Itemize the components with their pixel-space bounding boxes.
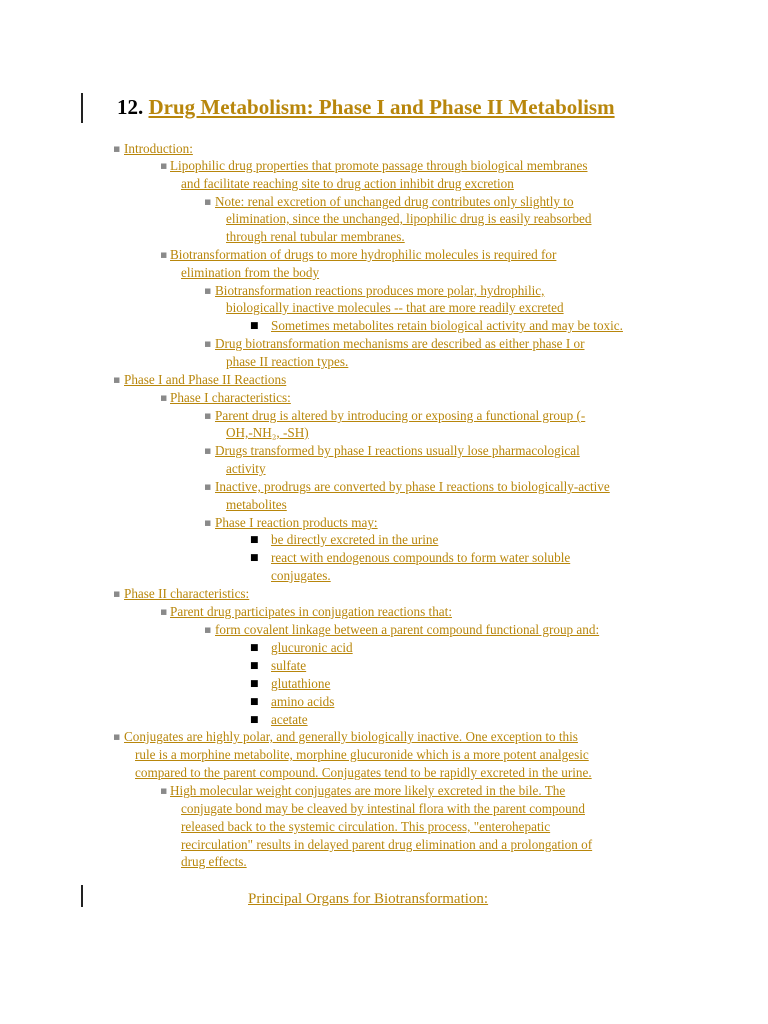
list-bullet-icon: ▪ bbox=[113, 730, 121, 743]
list-bullet-icon: ▪ bbox=[113, 142, 121, 155]
title-link[interactable]: Drug Metabolism: Phase I and Phase II Metabolism bbox=[148, 95, 615, 119]
outline-line[interactable]: Conjugates are highly polar, and generally biologically inactive. One exception to this bbox=[124, 729, 578, 744]
margin-bar-bottom bbox=[81, 885, 83, 907]
footer-heading[interactable]: Principal Organs for Biotransformation: bbox=[248, 891, 489, 907]
outline-line[interactable]: biologically inactive molecules -- that are more readily excreted bbox=[226, 300, 564, 315]
outline-line[interactable]: recirculation" results in delayed parent drug elimination and a prolongation of bbox=[181, 837, 593, 852]
list-bullet-icon: ▪ bbox=[204, 409, 212, 422]
list-bullet-icon: ▪ bbox=[204, 444, 212, 457]
outline-line[interactable]: OH,-NH₂, -SH) bbox=[226, 425, 309, 440]
outline-line[interactable]: phase II reaction types. bbox=[226, 354, 349, 369]
square-bullet-icon: ■ bbox=[250, 535, 259, 545]
outline-line[interactable]: compared to the parent compound. Conjugates tend to be rapidly excreted in the urine. bbox=[135, 765, 592, 780]
outline-line[interactable]: activity bbox=[226, 461, 266, 476]
outline-line[interactable]: Note: renal excretion of unchanged drug contributes only slightly to bbox=[215, 194, 574, 209]
outline-line[interactable]: Biotransformation of drugs to more hydrophilic molecules is required for bbox=[170, 247, 557, 262]
outline-line[interactable]: amino acids bbox=[271, 694, 335, 709]
outline-line[interactable]: Lipophilic drug properties that promote passage through biological membranes bbox=[170, 158, 588, 173]
list-bullet-icon: ▪ bbox=[160, 605, 168, 618]
list-bullet-icon: ▪ bbox=[204, 337, 212, 350]
list-bullet-icon: ▪ bbox=[113, 587, 121, 600]
outline-line[interactable]: metabolites bbox=[226, 497, 287, 512]
outline-line[interactable]: form covalent linkage between a parent compound functional group and: bbox=[215, 622, 600, 637]
outline-line[interactable]: Biotransformation reactions produces more polar, hydrophilic, bbox=[215, 283, 545, 298]
outline-line[interactable]: drug effects. bbox=[181, 854, 247, 869]
square-bullet-icon: ■ bbox=[250, 697, 259, 707]
square-bullet-icon: ■ bbox=[250, 643, 259, 653]
square-bullet-icon: ■ bbox=[250, 321, 259, 331]
list-bullet-icon: ▪ bbox=[160, 391, 168, 404]
list-bullet-icon: ▪ bbox=[113, 373, 121, 386]
margin-bar-top bbox=[81, 93, 83, 123]
list-bullet-icon: ▪ bbox=[204, 480, 212, 493]
square-bullet-icon: ■ bbox=[250, 553, 259, 563]
outline-line[interactable]: glutathione bbox=[271, 676, 331, 691]
list-bullet-icon: ▪ bbox=[204, 284, 212, 297]
outline-line[interactable]: and facilitate reaching site to drug action inhibit drug excretion bbox=[181, 176, 514, 191]
outline-line[interactable]: sulfate bbox=[271, 658, 307, 673]
outline-line[interactable]: Phase I characteristics: bbox=[170, 390, 291, 405]
list-bullet-icon: ▪ bbox=[160, 248, 168, 261]
outline-line[interactable]: Drugs transformed by phase I reactions usually lose pharmacological bbox=[215, 443, 580, 458]
outline-line[interactable]: rule is a morphine metabolite, morphine glucuronide which is a more potent analgesic bbox=[135, 747, 589, 762]
list-bullet-icon: ▪ bbox=[204, 195, 212, 208]
outline-line[interactable]: Phase I and Phase II Reactions bbox=[124, 372, 287, 387]
outline-line[interactable]: Introduction: bbox=[124, 141, 193, 156]
outline-line[interactable]: be directly excreted in the urine bbox=[271, 532, 439, 547]
outline-line[interactable]: Parent drug participates in conjugation reactions that: bbox=[170, 604, 452, 619]
outline-line[interactable]: High molecular weight conjugates are more likely excreted in the bile. The bbox=[170, 783, 566, 798]
outline-line[interactable]: Sometimes metabolites retain biological activity and may be toxic. bbox=[271, 318, 623, 333]
outline-line[interactable]: through renal tubular membranes. bbox=[226, 229, 405, 244]
outline-line[interactable]: acetate bbox=[271, 712, 308, 727]
section-number: 12. bbox=[117, 95, 144, 119]
list-bullet-icon: ▪ bbox=[160, 159, 168, 172]
outline-line[interactable]: elimination from the body bbox=[181, 265, 320, 280]
page-title bbox=[117, 92, 615, 122]
list-bullet-icon: ▪ bbox=[204, 516, 212, 529]
outline-line[interactable]: Drug biotransformation mechanisms are described as either phase I or bbox=[215, 336, 585, 351]
list-bullet-icon: ▪ bbox=[160, 784, 168, 797]
outline-line[interactable]: glucuronic acid bbox=[271, 640, 353, 655]
outline-line[interactable]: Parent drug is altered by introducing or exposing a functional group (- bbox=[215, 408, 586, 423]
square-bullet-icon: ■ bbox=[250, 715, 259, 725]
outline-line[interactable]: Phase I reaction products may: bbox=[215, 515, 378, 530]
outline-line[interactable]: conjugate bond may be cleaved by intestinal flora with the parent compound bbox=[181, 801, 585, 816]
outline-line[interactable]: conjugates. bbox=[271, 568, 331, 583]
outline-line[interactable]: react with endogenous compounds to form water soluble bbox=[271, 550, 571, 565]
square-bullet-icon: ■ bbox=[250, 661, 259, 671]
outline-line[interactable]: elimination, since the unchanged, lipophilic drug is easily reabsorbed bbox=[226, 211, 592, 226]
outline-line[interactable]: Inactive, prodrugs are converted by phase I reactions to biologically-active bbox=[215, 479, 610, 494]
outline-line[interactable]: released back to the systemic circulation. This process, "enterohepatic bbox=[181, 819, 551, 834]
outline-line[interactable]: Phase II characteristics: bbox=[124, 586, 250, 601]
square-bullet-icon: ■ bbox=[250, 679, 259, 689]
list-bullet-icon: ▪ bbox=[204, 623, 212, 636]
